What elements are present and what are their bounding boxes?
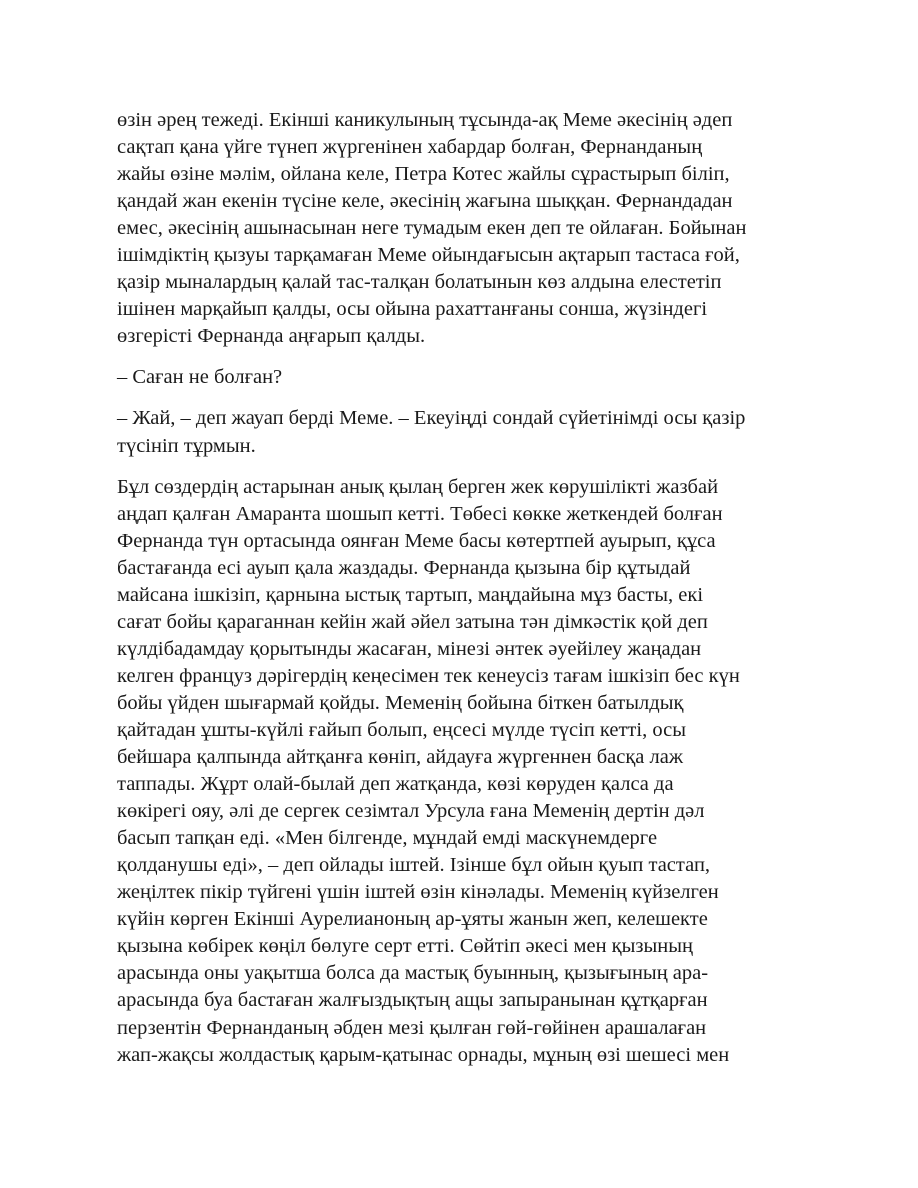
text-line: ішінен марқайып қалды, осы ойына рахаттанғаны сонша, жүзіндегі (117, 298, 708, 321)
text-line: қазір мыналардың қалай тас-талқан болатынын көз алдына елестетіп (117, 271, 722, 294)
paragraph-4 (117, 474, 817, 1069)
text-line: келген француз дәрігердің кеңесімен тек кенеусіз тағам ішкізіп бес күн (117, 664, 740, 687)
text-line: сағат бойы қараганнан кейін жай әйел затына тән дімкәстік қой деп (117, 610, 708, 633)
text-line: қолданушы еді», – деп ойлады іштей. Ізінше бұл ойын қуып тастап, (117, 854, 711, 877)
text-line: Бұл сөздердің астарынан анық қылаң берген жек көрушілікті жазбай (117, 475, 719, 498)
text-line: майсана ішкізіп, қарнына ыстық тартып, маңдайына мұз басты, екі (117, 583, 704, 606)
text-line: күйін көрген Екінші Аурелианоның ар-ұяты жанын жеп, келешекте (117, 908, 708, 931)
text-line: қызына көбірек көңіл бөлуге серт етті. Сөйтіп әкесі мен қызының (117, 935, 694, 958)
text-line: бейшара қалпында айтқанға көніп, айдауға жүргеннен басқа лаж (117, 746, 683, 769)
text-line: перзентін Фернанданың әбден мезі қылған гөй-гөйінен арашалаған (117, 1016, 707, 1039)
text-line: бойы үйден шығармай қойды. Меменің бойына біткен батылдық (117, 691, 684, 714)
text-line: – Жай, – деп жауап берді Меме. – Екеуіңді сондай сүйетінімді осы қазір (117, 407, 746, 430)
text-line: бастағанда есі ауып қала жаздады. Фернанда қызына бір құтыдай (117, 556, 691, 579)
paragraph-2-dialogue (117, 364, 817, 391)
text-line: – Саған не болған? (117, 366, 283, 389)
text-line: жап-жақсы жолдастық қарым-қатынас орнады, мұның өзі шешесі мен (117, 1043, 730, 1066)
text-line: сақтап қана үйге түнеп жүргенінен хабардар болған, Фернанданың (117, 136, 703, 159)
paragraph-3-dialogue (117, 405, 817, 459)
text-line: көкірегі ояу, әлі де сергек сезімтал Урсула ғана Меменің дертін дәл (117, 800, 705, 823)
text-line: жайы өзіне мәлім, ойлана келе, Петра Котес жайлы сұрастырып біліп, (117, 163, 730, 186)
text-line: таппады. Жұрт олай-былай деп жатқанда, көзі көруден қалса да (117, 773, 674, 796)
text-line: аңдап қалған Амаранта шошып кетті. Төбесі көкке жеткендей болған (117, 502, 723, 525)
text-line: өзін әрең тежеді. Екінші каникулының тұсында-ақ Меме әкесінің әдеп (117, 109, 733, 131)
text-line: емес, әкесінің ашынасынан неге тумадым екен деп те ойлаған. Бойынан (117, 217, 747, 240)
text-line: жеңілтек пікір түйгені үшін іштей өзін кінәлады. Меменің күйзелген (117, 881, 719, 904)
text-line: қайтадан ұшты-күйлі ғайып болып, еңсесі мүлде түсіп кетті, осы (117, 718, 686, 741)
text-line: қандай жан екенін түсіне келе, әкесінің жағына шыққан. Фернандадан (117, 190, 733, 213)
paragraph-1 (117, 107, 817, 350)
text-line: басып тапқан еді. «Мен білгенде, мұндай емді маскүнемдерге (117, 827, 658, 850)
text-line: арасында буа бастаған жалғыздықтың ащы запыранынан құтқарған (117, 989, 708, 1012)
text-line: арасында оны уақытша болса да мастық буынның, қызығының ара- (117, 962, 709, 985)
text-line: Фернанда түн ортасында оянған Меме басы көтертпей ауырып, құса (117, 529, 716, 552)
text-line: өзгерісті Фернанда аңғарып қалды. (117, 325, 426, 348)
text-line: түсініп тұрмын. (117, 434, 256, 457)
text-line: ішімдіктің қызуы тарқамаған Меме ойындағысын ақтарып тастаса ғой, (117, 244, 740, 267)
document-page (117, 107, 817, 1083)
text-line: күлдібадамдау қорытынды жасаған, мінезі әнтек әуейілеу жаңадан (117, 637, 702, 660)
